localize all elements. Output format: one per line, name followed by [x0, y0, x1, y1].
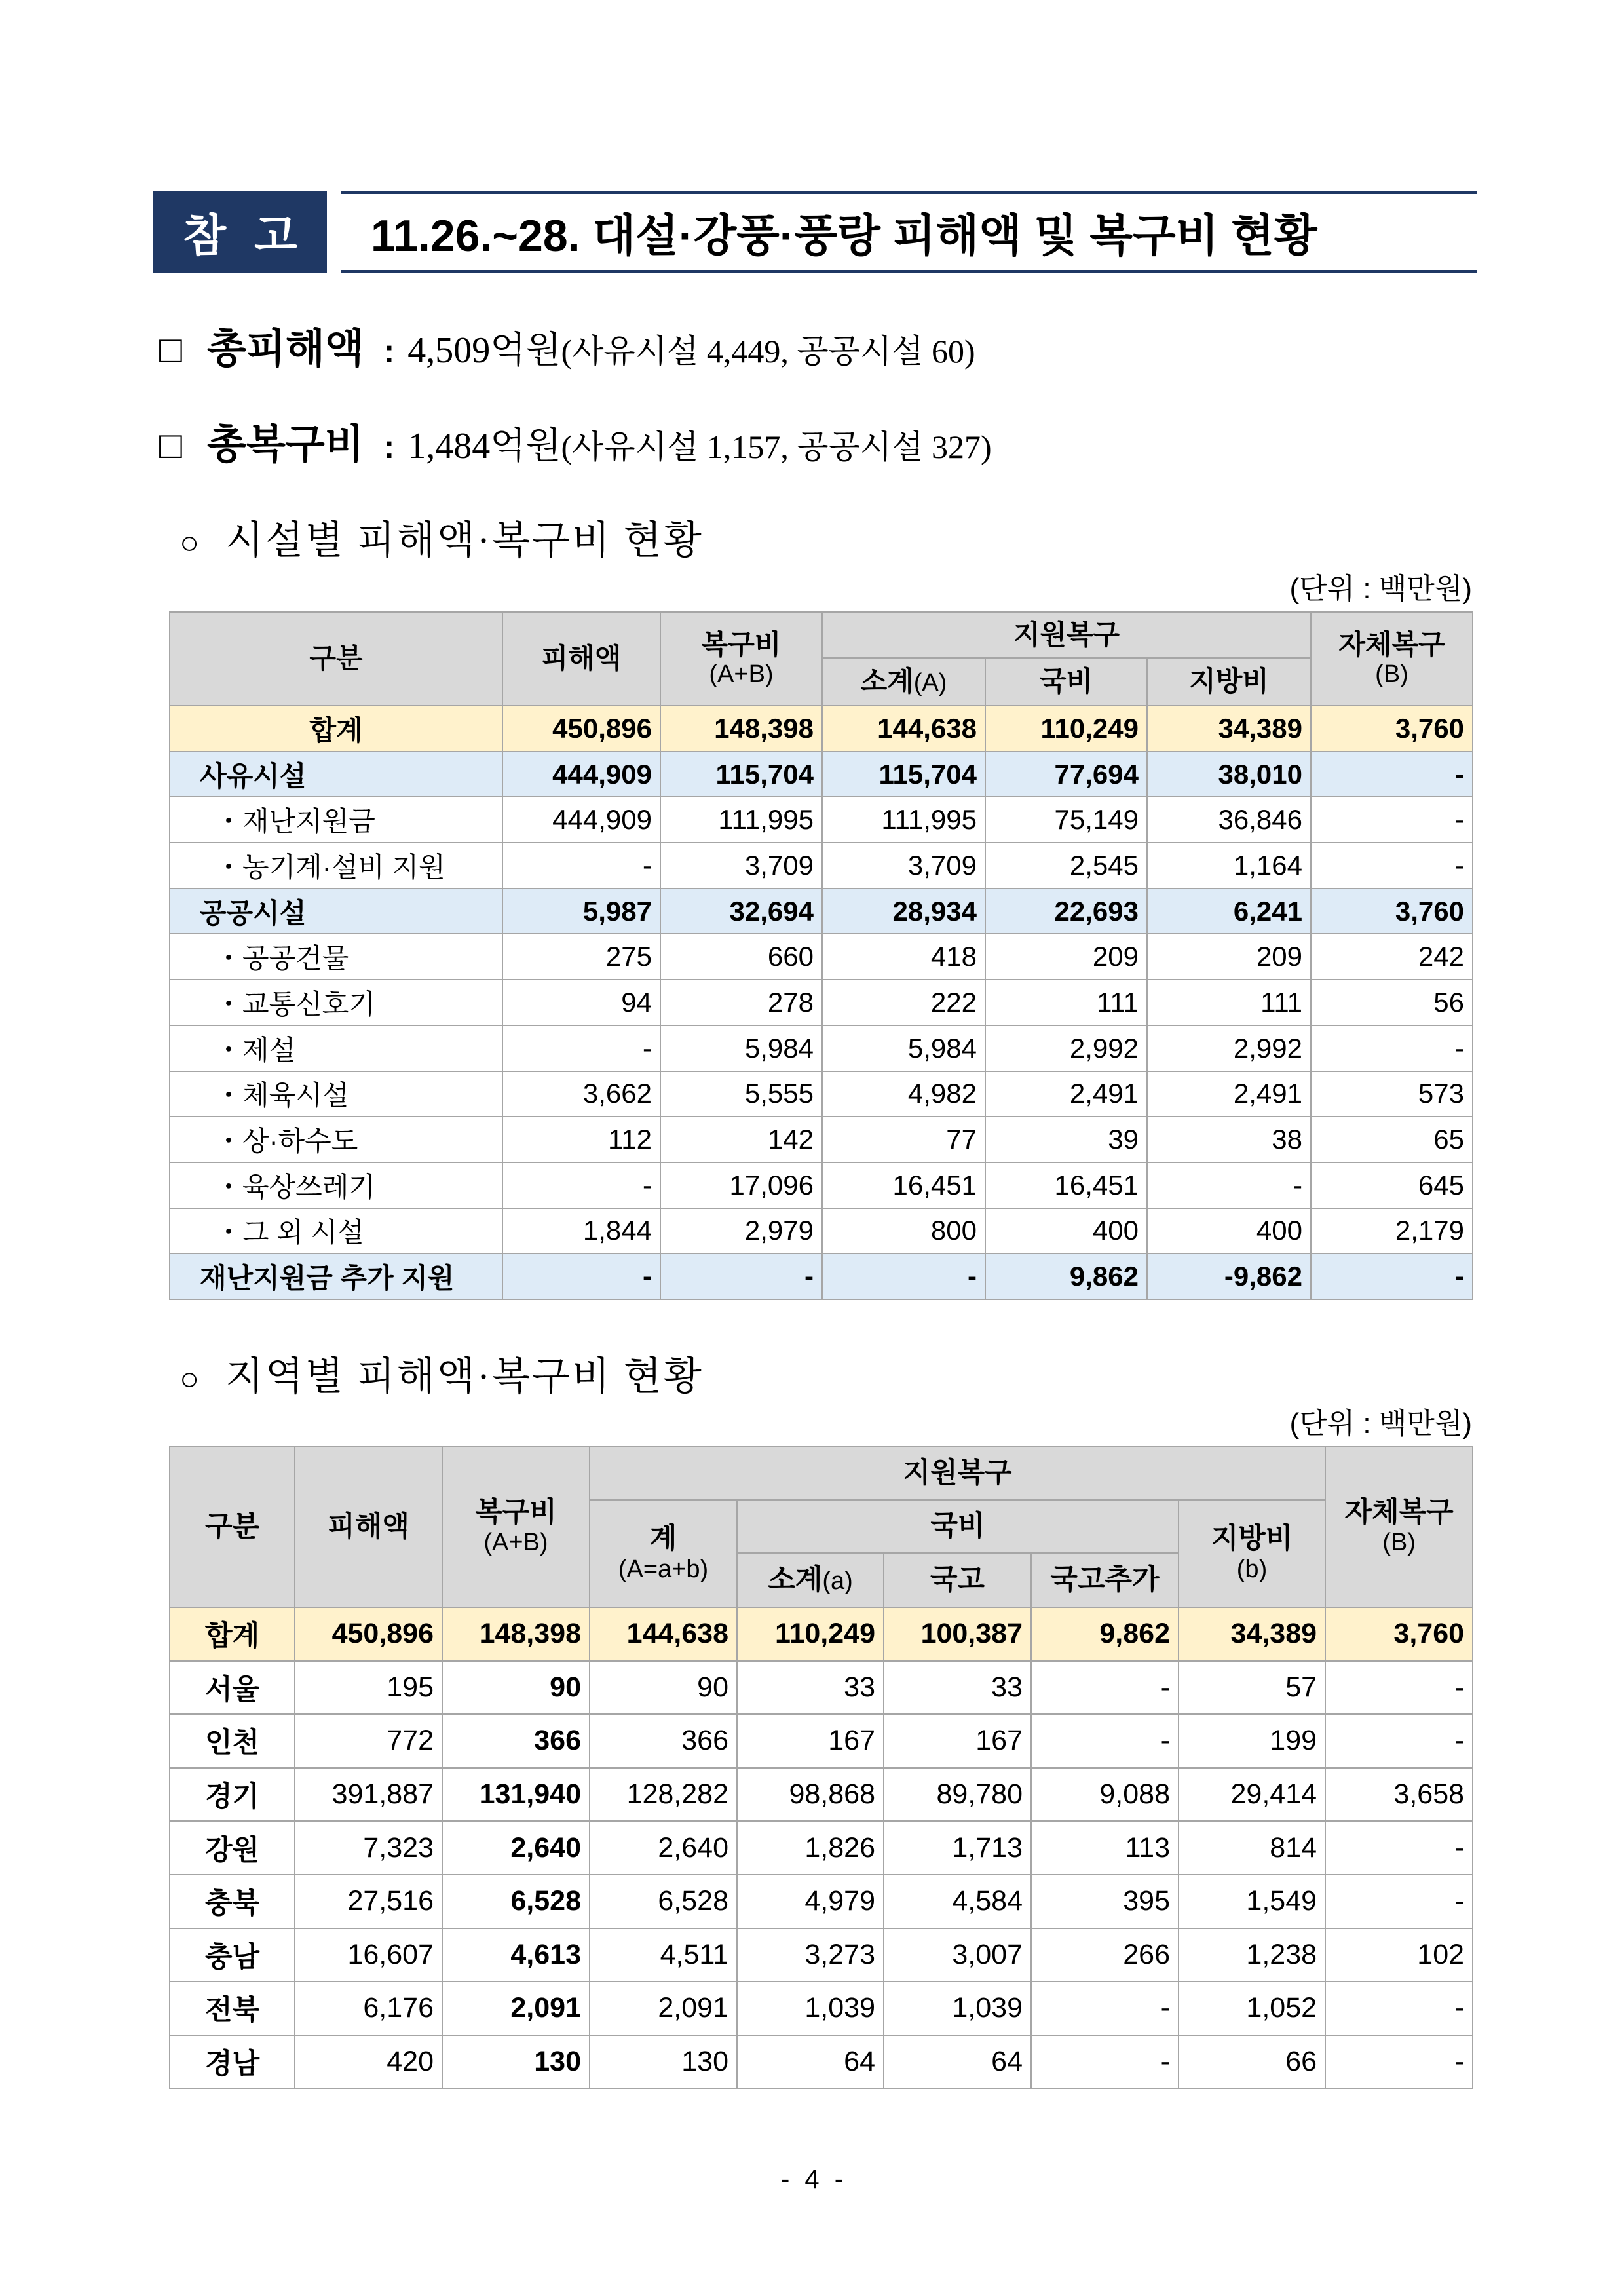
cell-recovery: 32,694 [660, 889, 822, 934]
cell-self: 2,179 [1311, 1208, 1473, 1254]
circle-bullet-icon: ○ [179, 1360, 200, 1397]
cell-treasury: 1,713 [884, 1821, 1031, 1875]
cell-subtotal: 4,982 [822, 1071, 985, 1117]
cell-local: 2,491 [1147, 1071, 1311, 1117]
cell-recovery: 2,979 [660, 1208, 822, 1254]
cell-national: 75,149 [985, 797, 1147, 843]
section-title: 지역별 피해액·복구비 현황 [225, 1355, 704, 1398]
cell-recovery: 148,398 [442, 1607, 590, 1661]
cell-local: 6,241 [1147, 889, 1311, 934]
cell-subtotal: 800 [822, 1208, 985, 1254]
cell-local: 400 [1147, 1208, 1311, 1254]
region-table-body [170, 1607, 1473, 2088]
cell-local: -9,862 [1147, 1253, 1311, 1299]
total-row [170, 706, 1473, 752]
item-row [170, 843, 1473, 889]
page-number: - 4 - [780, 2165, 844, 2194]
row-label: 공공시설 [170, 889, 502, 934]
cell-damage: 112 [502, 1117, 660, 1162]
cell-national: 9,862 [985, 1253, 1147, 1299]
cell-national-subtotal: 110,249 [737, 1607, 884, 1661]
reference-tag: 참 고 [153, 191, 327, 273]
cell-national: 400 [985, 1208, 1147, 1254]
cell-treasury: 100,387 [884, 1607, 1031, 1661]
region-row [170, 2035, 1473, 2089]
header-self [1311, 612, 1473, 706]
header-self-label: 자체복구 [1338, 628, 1445, 660]
cell-recovery: 115,704 [660, 752, 822, 797]
row-label: ・체육시설 [170, 1071, 502, 1117]
summary-label: 총복구비 [207, 422, 364, 467]
group-row [170, 752, 1473, 797]
cell-self: 102 [1325, 1928, 1473, 1982]
total-row [170, 1607, 1473, 1661]
cell-national-subtotal: 1,039 [737, 1981, 884, 2035]
cell-subtotal: 28,934 [822, 889, 985, 934]
cell-self: 3,658 [1325, 1768, 1473, 1822]
cell-local: 38 [1147, 1117, 1311, 1162]
header-recovery-note: (A+B) [709, 660, 774, 688]
cell-local: 34,389 [1147, 706, 1311, 752]
header-recovery-label: 복구비 [701, 628, 782, 660]
cell-treasury: 4,584 [884, 1875, 1031, 1928]
cell-national: 111 [985, 980, 1147, 1025]
cell-treasury: 33 [884, 1661, 1031, 1715]
cell-support-total: 128,282 [590, 1768, 737, 1822]
cell-recovery: 5,555 [660, 1071, 822, 1117]
table-header-row [170, 1447, 1473, 1500]
header-recovery [442, 1447, 590, 1607]
section-title: 시설별 피해액·복구비 현황 [225, 519, 704, 562]
cell-self: - [1311, 1253, 1473, 1299]
cell-self: - [1325, 1661, 1473, 1715]
cell-subtotal: 16,451 [822, 1162, 985, 1208]
cell-self: - [1325, 1714, 1473, 1768]
circle-bullet-icon: ○ [179, 524, 200, 561]
header-support-total [590, 1500, 737, 1607]
header-self [1325, 1447, 1473, 1607]
cell-local: 34,389 [1179, 1607, 1325, 1661]
cell-treasury: 89,780 [884, 1768, 1031, 1822]
cell-national: 16,451 [985, 1162, 1147, 1208]
cell-treasury: 167 [884, 1714, 1031, 1768]
cell-treasury-extra: 266 [1031, 1928, 1179, 1982]
cell-national: 2,545 [985, 843, 1147, 889]
cell-support-total: 2,091 [590, 1981, 737, 2035]
cell-national: 209 [985, 934, 1147, 980]
row-label: 사유시설 [170, 752, 502, 797]
checkbox-square-icon: □ [159, 424, 183, 467]
row-label: 충북 [170, 1875, 295, 1928]
cell-damage: 16,607 [295, 1928, 442, 1982]
group-row [170, 1253, 1473, 1299]
header-local [1179, 1500, 1325, 1607]
cell-local: 29,414 [1179, 1768, 1325, 1822]
cell-treasury-extra: 9,088 [1031, 1768, 1179, 1822]
cell-support-total: 90 [590, 1661, 737, 1715]
cell-national: 22,693 [985, 889, 1147, 934]
header-subtotal-label: 소계 [860, 666, 914, 697]
row-label: 인천 [170, 1714, 295, 1768]
cell-national-subtotal: 3,273 [737, 1928, 884, 1982]
header-self-note: (B) [1382, 1529, 1416, 1557]
cell-national: 77,694 [985, 752, 1147, 797]
cell-local: 1,549 [1179, 1875, 1325, 1928]
region-row [170, 1661, 1473, 1715]
item-row [170, 1025, 1473, 1071]
header-local-label: 지방비 [1211, 1523, 1293, 1555]
header-support: 지원복구 [590, 1447, 1325, 1500]
cell-local: 2,992 [1147, 1025, 1311, 1071]
cell-recovery: 366 [442, 1714, 590, 1768]
facility-table-body [170, 706, 1473, 1299]
region-row [170, 1768, 1473, 1822]
header-treasury: 국고 [884, 1553, 1031, 1607]
header-treasury-extra: 국고추가 [1031, 1553, 1179, 1607]
checkbox-square-icon: □ [159, 328, 183, 371]
row-label: 경남 [170, 2035, 295, 2089]
cell-treasury-extra: 395 [1031, 1875, 1179, 1928]
cell-support-total: 366 [590, 1714, 737, 1768]
cell-damage: 195 [295, 1661, 442, 1715]
cell-recovery: 2,640 [442, 1821, 590, 1875]
cell-national-subtotal: 1,826 [737, 1821, 884, 1875]
cell-national: 2,992 [985, 1025, 1147, 1071]
header-subtotal [822, 658, 985, 706]
header-national-subtotal-note: (a) [822, 1567, 853, 1595]
cell-national-subtotal: 98,868 [737, 1768, 884, 1822]
row-label: 전북 [170, 1981, 295, 2035]
item-row [170, 1071, 1473, 1117]
cell-recovery: 278 [660, 980, 822, 1025]
cell-local: 111 [1147, 980, 1311, 1025]
cell-recovery: 142 [660, 1117, 822, 1162]
cell-subtotal: 111,995 [822, 797, 985, 843]
cell-national-subtotal: 33 [737, 1661, 884, 1715]
region-row [170, 1714, 1473, 1768]
cell-damage: 450,896 [295, 1607, 442, 1661]
cell-treasury-extra: 113 [1031, 1821, 1179, 1875]
cell-self: - [1311, 843, 1473, 889]
summary-colon: : [383, 333, 395, 370]
cell-damage: 3,662 [502, 1071, 660, 1117]
row-label: ・제설 [170, 1025, 502, 1071]
header-category: 구분 [170, 1447, 295, 1607]
region-row [170, 1875, 1473, 1928]
header-local: 지방비 [1147, 658, 1311, 706]
cell-subtotal: 77 [822, 1117, 985, 1162]
cell-national: 39 [985, 1117, 1147, 1162]
header-recovery [660, 612, 822, 706]
cell-damage: 772 [295, 1714, 442, 1768]
cell-local: 1,238 [1179, 1928, 1325, 1982]
cell-damage: 6,176 [295, 1981, 442, 2035]
row-label: ・농기계·설비 지원 [170, 843, 502, 889]
cell-self: - [1325, 1821, 1473, 1875]
cell-support-total: 144,638 [590, 1607, 737, 1661]
row-label: 합계 [170, 706, 502, 752]
cell-local: 1,164 [1147, 843, 1311, 889]
header-national: 국비 [737, 1500, 1179, 1553]
cell-local: 199 [1179, 1714, 1325, 1768]
cell-recovery: 660 [660, 934, 822, 980]
cell-support-total: 130 [590, 2035, 737, 2089]
row-label: 서울 [170, 1661, 295, 1715]
cell-recovery: 111,995 [660, 797, 822, 843]
cell-self: - [1311, 797, 1473, 843]
row-label: ・공공건물 [170, 934, 502, 980]
cell-treasury-extra: - [1031, 1981, 1179, 2035]
facility-table [169, 611, 1473, 1300]
cell-recovery: 2,091 [442, 1981, 590, 2035]
cell-self: 56 [1311, 980, 1473, 1025]
cell-subtotal: 115,704 [822, 752, 985, 797]
header-damage: 피해액 [502, 612, 660, 706]
facility-section-heading [179, 514, 704, 567]
cell-subtotal: - [822, 1253, 985, 1299]
cell-self: 573 [1311, 1071, 1473, 1117]
row-label: ・교통신호기 [170, 980, 502, 1025]
cell-national-subtotal: 167 [737, 1714, 884, 1768]
cell-self: 645 [1311, 1162, 1473, 1208]
region-row [170, 1928, 1473, 1982]
cell-support-total: 4,511 [590, 1928, 737, 1982]
cell-treasury-extra: - [1031, 1661, 1179, 1715]
summary-detail: (사유시설 4,449, 공공시설 60) [561, 333, 975, 370]
summary-colon: : [383, 429, 395, 465]
cell-damage: 391,887 [295, 1768, 442, 1822]
cell-national-subtotal: 4,979 [737, 1875, 884, 1928]
header-national-subtotal-label: 소계 [768, 1563, 823, 1596]
cell-recovery: 130 [442, 2035, 590, 2089]
summary-detail: (사유시설 1,157, 공공시설 327) [561, 429, 992, 465]
cell-damage: 450,896 [502, 706, 660, 752]
row-label: ・재난지원금 [170, 797, 502, 843]
header-recovery-label: 복구비 [475, 1496, 557, 1528]
summary-amount: 1,484억원 [407, 426, 561, 467]
page-title: 11.26.~28. 대설·강풍·풍랑 피해액 및 복구비 현황 [341, 191, 1477, 273]
cell-recovery: 90 [442, 1661, 590, 1715]
cell-damage: 420 [295, 2035, 442, 2089]
cell-support-total: 6,528 [590, 1875, 737, 1928]
cell-treasury: 1,039 [884, 1981, 1031, 2035]
summary-amount: 4,509억원 [407, 330, 561, 371]
cell-support-total: 2,640 [590, 1821, 737, 1875]
cell-subtotal: 3,709 [822, 843, 985, 889]
cell-subtotal: 144,638 [822, 706, 985, 752]
row-label: ・그 외 시설 [170, 1208, 502, 1254]
header-national: 국비 [985, 658, 1147, 706]
header-support-total-note: (A=a+b) [618, 1555, 709, 1583]
cell-treasury-extra: - [1031, 1714, 1179, 1768]
cell-subtotal: 418 [822, 934, 985, 980]
region-table [169, 1446, 1473, 2089]
row-label: 합계 [170, 1607, 295, 1661]
cell-recovery: 6,528 [442, 1875, 590, 1928]
cell-damage: - [502, 1025, 660, 1071]
cell-damage: 275 [502, 934, 660, 980]
group-row [170, 889, 1473, 934]
cell-treasury-extra: 9,862 [1031, 1607, 1179, 1661]
cell-treasury: 64 [884, 2035, 1031, 2089]
cell-recovery: 17,096 [660, 1162, 822, 1208]
header-self-label: 자체복구 [1344, 1496, 1454, 1528]
item-row [170, 1117, 1473, 1162]
cell-damage: - [502, 1162, 660, 1208]
row-label: ・육상쓰레기 [170, 1162, 502, 1208]
header-local-note: (b) [1236, 1555, 1268, 1583]
header-support-total-label: 계 [649, 1523, 677, 1555]
cell-local: - [1147, 1162, 1311, 1208]
unit-label: (단위 : 백만원) [1289, 573, 1472, 605]
cell-self: 65 [1311, 1117, 1473, 1162]
cell-damage: 444,909 [502, 797, 660, 843]
cell-self: 3,760 [1311, 706, 1473, 752]
cell-damage: 27,516 [295, 1875, 442, 1928]
cell-recovery: 5,984 [660, 1025, 822, 1071]
cell-local: 814 [1179, 1821, 1325, 1875]
header-support: 지원복구 [822, 612, 1311, 658]
cell-self: 3,760 [1325, 1607, 1473, 1661]
cell-national: 110,249 [985, 706, 1147, 752]
cell-recovery: 131,940 [442, 1768, 590, 1822]
summary-total-damage [159, 320, 975, 379]
cell-self: - [1311, 752, 1473, 797]
cell-national-subtotal: 64 [737, 2035, 884, 2089]
header-subtotal-note: (A) [913, 669, 947, 697]
item-row [170, 797, 1473, 843]
header-recovery-note: (A+B) [483, 1529, 548, 1557]
cell-national: 2,491 [985, 1071, 1147, 1117]
cell-recovery: 3,709 [660, 843, 822, 889]
cell-local: 1,052 [1179, 1981, 1325, 2035]
cell-recovery: - [660, 1253, 822, 1299]
header-self-note: (B) [1375, 660, 1408, 688]
cell-self: 242 [1311, 934, 1473, 980]
row-label: 경기 [170, 1768, 295, 1822]
region-row [170, 1821, 1473, 1875]
cell-self: 3,760 [1311, 889, 1473, 934]
cell-subtotal: 5,984 [822, 1025, 985, 1071]
cell-damage: 444,909 [502, 752, 660, 797]
unit-label: (단위 : 백만원) [1289, 1407, 1472, 1440]
item-row [170, 1208, 1473, 1254]
table-header-row [170, 612, 1473, 658]
cell-damage: 5,987 [502, 889, 660, 934]
item-row [170, 934, 1473, 980]
cell-damage: - [502, 843, 660, 889]
header-national-subtotal [737, 1553, 884, 1607]
cell-self: - [1325, 1981, 1473, 2035]
cell-recovery: 4,613 [442, 1928, 590, 1982]
summary-total-recovery [159, 415, 992, 474]
row-label: 재난지원금 추가 지원 [170, 1253, 502, 1299]
cell-self: - [1311, 1025, 1473, 1071]
region-row [170, 1981, 1473, 2035]
item-row [170, 980, 1473, 1025]
cell-damage: 94 [502, 980, 660, 1025]
cell-subtotal: 222 [822, 980, 985, 1025]
cell-self: - [1325, 1875, 1473, 1928]
cell-treasury: 3,007 [884, 1928, 1031, 1982]
row-label: 충남 [170, 1928, 295, 1982]
header-category: 구분 [170, 612, 502, 706]
cell-recovery: 148,398 [660, 706, 822, 752]
cell-local: 209 [1147, 934, 1311, 980]
cell-damage: 7,323 [295, 1821, 442, 1875]
region-section-heading [179, 1350, 704, 1403]
summary-label: 총피해액 [207, 326, 364, 372]
cell-damage: - [502, 1253, 660, 1299]
cell-treasury-extra: - [1031, 2035, 1179, 2089]
row-label: 강원 [170, 1821, 295, 1875]
item-row [170, 1162, 1473, 1208]
cell-damage: 1,844 [502, 1208, 660, 1254]
cell-local: 66 [1179, 2035, 1325, 2089]
cell-local: 36,846 [1147, 797, 1311, 843]
cell-self: - [1325, 2035, 1473, 2089]
cell-local: 38,010 [1147, 752, 1311, 797]
header-damage: 피해액 [295, 1447, 442, 1607]
cell-local: 57 [1179, 1661, 1325, 1715]
row-label: ・상·하수도 [170, 1117, 502, 1162]
